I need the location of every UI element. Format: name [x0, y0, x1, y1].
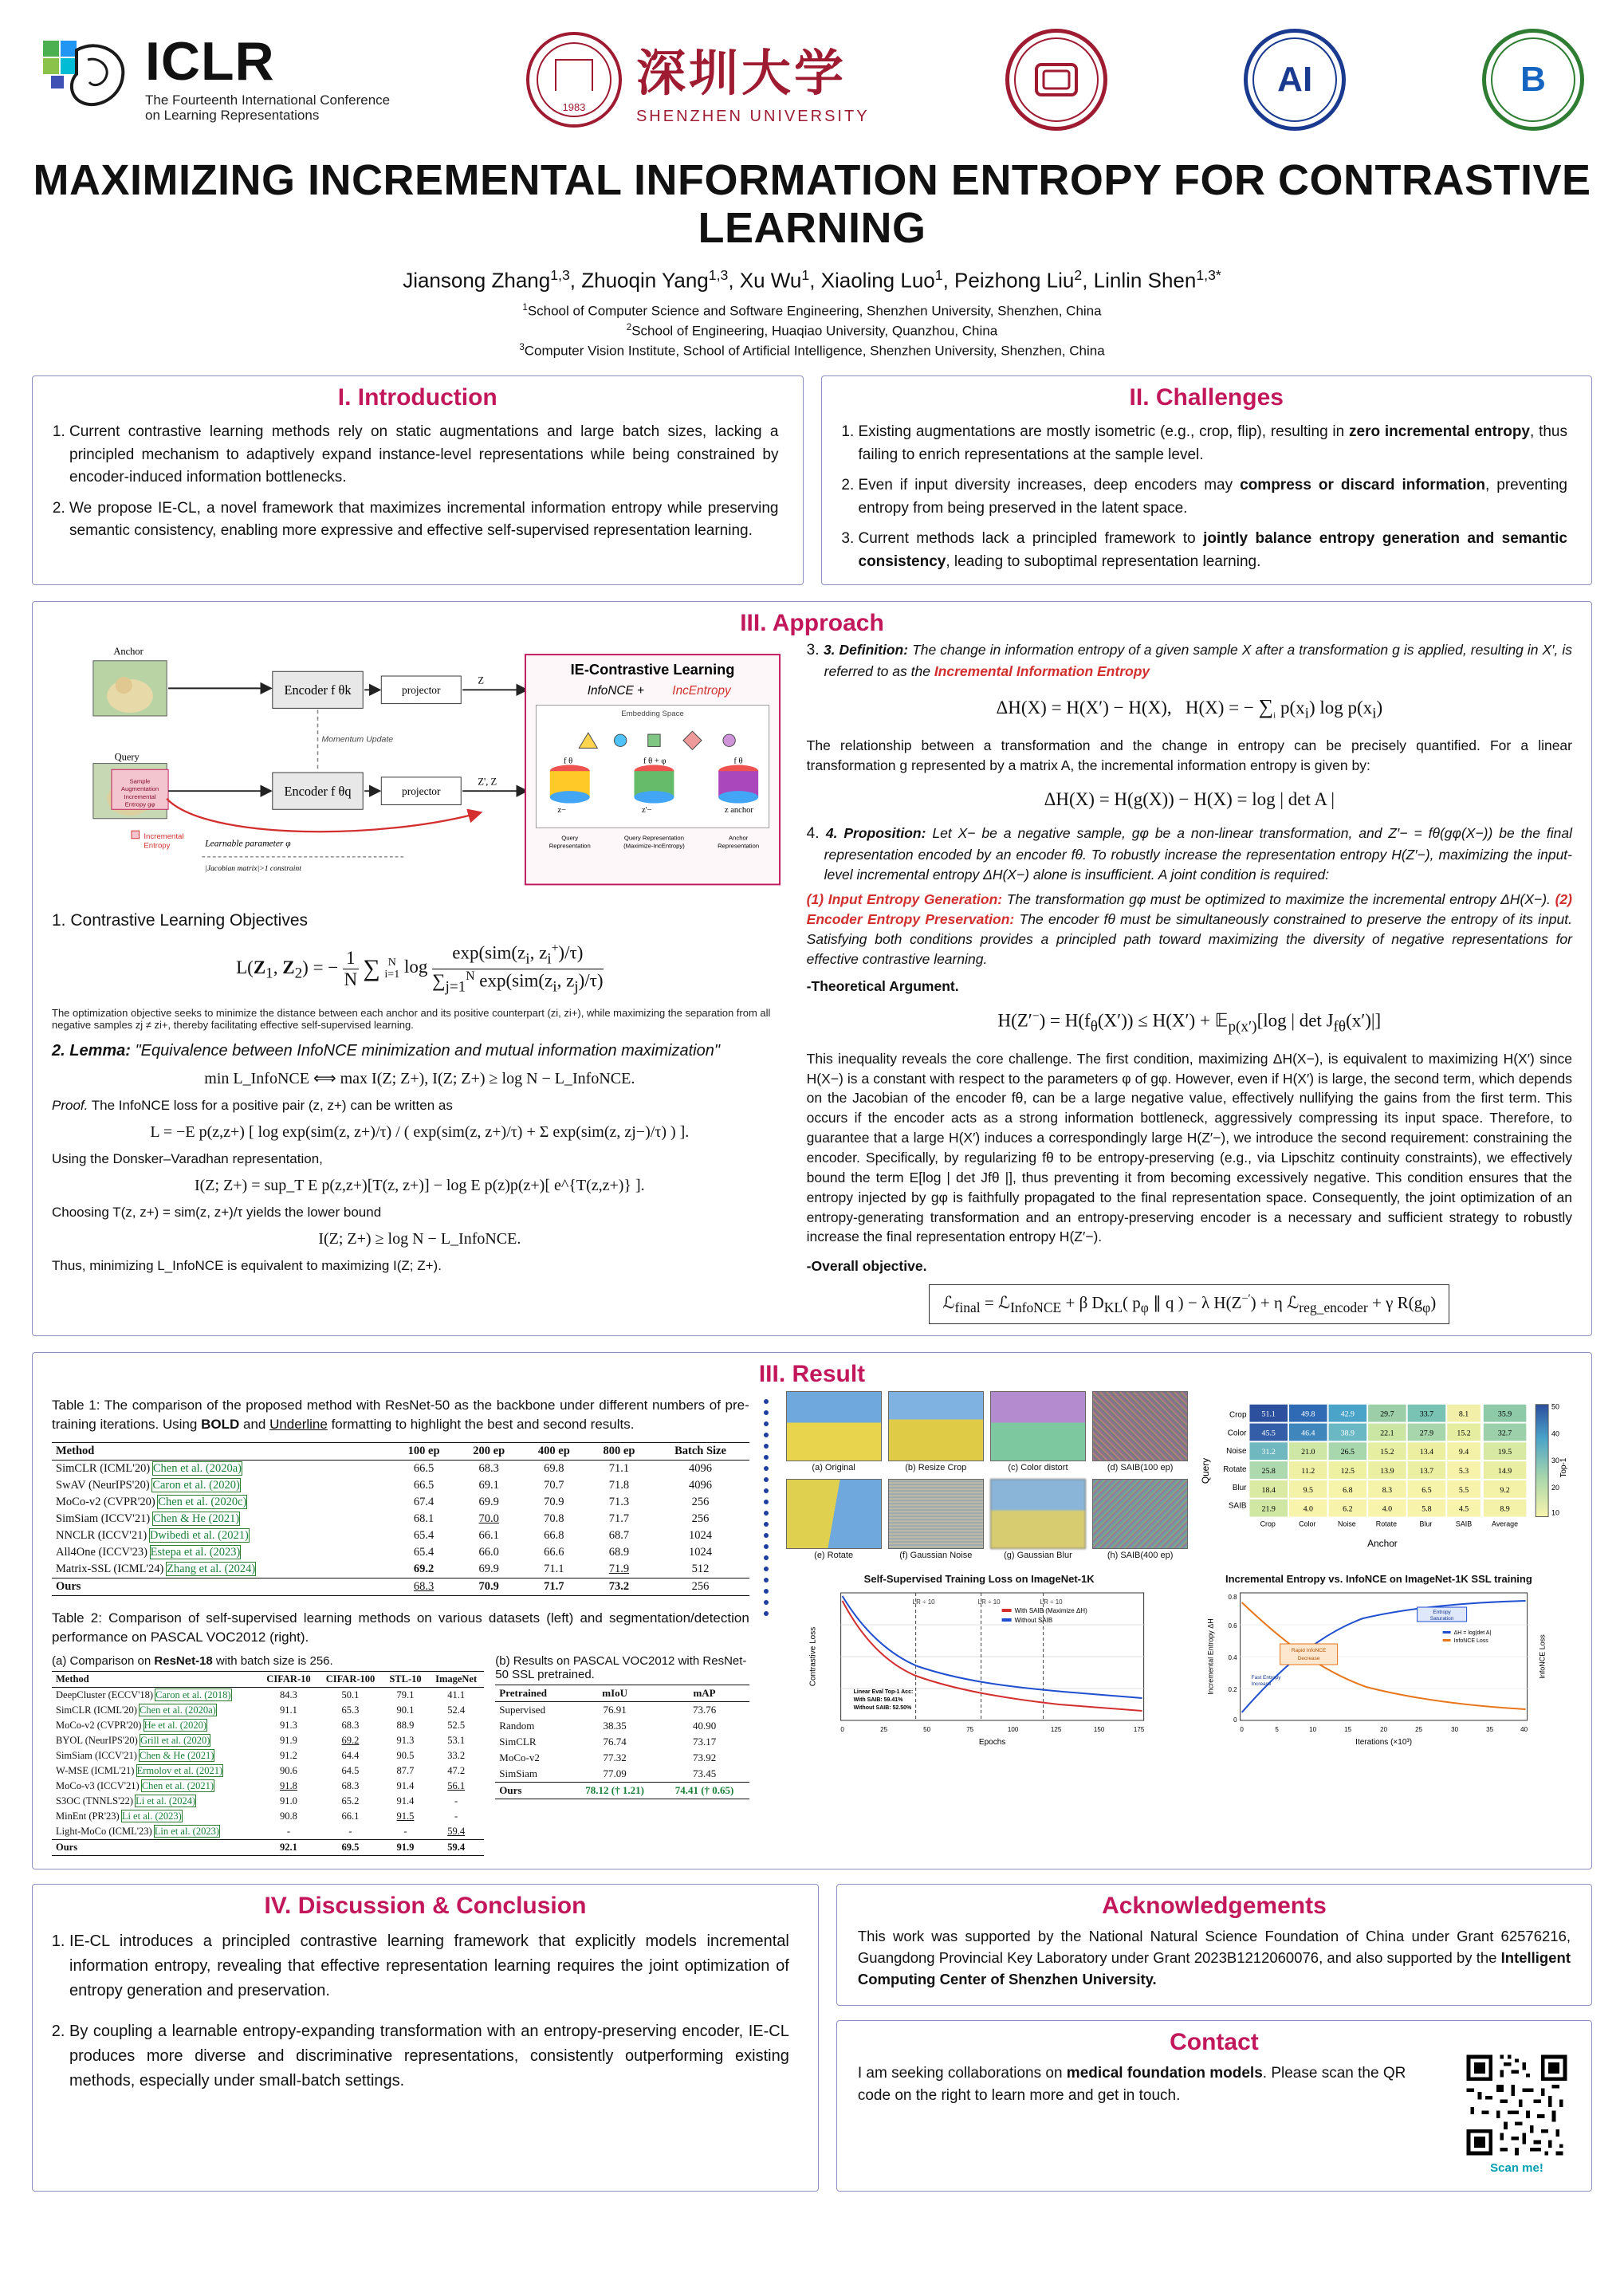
svg-text:29.7: 29.7 — [1380, 1409, 1394, 1419]
entropy-chart: Incremental Entropy vs. InfoNCE on ImageNet-1K SSL training Rapid InfoNCE Decrease Entropy Saturation Fast Entropy Increase 0 5 10 15 20 25 30 35 40 0 0.2 0.4 0.6 0.8 Iterations (×10³) Incremental Entropy ΔH InfoNCE Loss ΔH = log|det A| InfoNCE Loss — [1206, 1573, 1547, 1748]
svg-text:0.4: 0.4 — [1228, 1654, 1237, 1662]
table-row: Random 38.35 40.90 — [499, 1720, 717, 1732]
svg-text:f θ: f θ — [564, 757, 573, 767]
shenzhen-university-logo — [526, 32, 870, 128]
aug-image-cell: (h) SAIB(400 ep) — [1092, 1479, 1188, 1560]
svg-text:(Maximize-IncEntropy): (Maximize-IncEntropy) — [623, 842, 685, 850]
aug-image-cell: (f) Gaussian Noise — [888, 1479, 984, 1560]
contact-title: Contact — [1170, 2028, 1259, 2055]
introduction-item: 2. We propose IE-CL, a novel framework that maximizes incremental information entropy while preserving semantic consistency, enabling more expressive and effective self-supervised representation learning. — [69, 497, 779, 543]
svg-text:Crop: Crop — [1260, 1520, 1276, 1528]
table-row-ours: Ours 68.3 70.9 71.7 73.2 256 — [52, 1578, 749, 1595]
szu-seal-year: 1983 — [562, 101, 586, 113]
svg-text:42.9: 42.9 — [1340, 1409, 1355, 1419]
table-row: MoCo-v2 77.32 73.92 — [499, 1751, 717, 1764]
definition-block: 3. 3. Definition: The change in information entropy of a given sample X after a transformation g is applied, resulting in X′, is referred to as the Incremental Information Entropy — [806, 642, 1572, 680]
iclr-wordmark: ICLR — [145, 31, 275, 92]
svg-text:z−: z− — [557, 806, 566, 816]
svg-text:9.4: 9.4 — [1459, 1448, 1469, 1457]
table-row: SwAV (NeurIPS'20) Caron et al. (2020) 66.5 69.1 70.7 71.8 4096 — [56, 1478, 713, 1492]
svg-text:Query: Query — [561, 835, 579, 843]
svg-text:21.0: 21.0 — [1301, 1448, 1315, 1457]
heatmap-xlabel: Anchor — [1367, 1538, 1398, 1550]
approach-title: III. Approach — [740, 610, 884, 637]
table-row: S3OC (TNNLS'22) Li et al. (2024) 91.0 65.2 91.4 - — [56, 1795, 458, 1807]
result-panel — [32, 1352, 1592, 1869]
svg-text:8.3: 8.3 — [1382, 1485, 1393, 1495]
table-row: MoCo-v2 (CVPR'20) Chen et al. (2020c) 67.4 69.9 70.9 71.3 256 — [56, 1495, 710, 1508]
table-row: SimCLR (ICML'20) Chen et al. (2020a) 66.5 68.3 69.8 71.1 4096 — [56, 1461, 713, 1475]
svg-text:13.7: 13.7 — [1419, 1467, 1434, 1476]
svg-text:LR ÷ 10: LR ÷ 10 — [912, 1598, 935, 1606]
svg-text:4.0: 4.0 — [1303, 1504, 1314, 1514]
aug-image-cell: (a) Original — [786, 1391, 882, 1472]
svg-text:Entropy: Entropy — [144, 841, 171, 851]
svg-text:0.2: 0.2 — [1228, 1686, 1237, 1694]
svg-text:45.5: 45.5 — [1261, 1429, 1276, 1438]
table-row-ours: Ours 78.12 († 1.21) 74.41 († 0.65) — [495, 1783, 749, 1799]
result-title: III. Result — [758, 1361, 866, 1388]
svg-text:Blur: Blur — [1233, 1483, 1247, 1492]
szu-seal-icon — [526, 32, 622, 128]
svg-text:20: 20 — [1379, 1726, 1387, 1734]
svg-text:Incremental: Incremental — [124, 793, 156, 801]
proof-line: Proof. The InfoNCE loss for a positive pair (z, z+) can be written as — [52, 1097, 453, 1113]
acknowledgements-title: Acknowledgements — [1102, 1893, 1327, 1920]
szu-chinese-name: 深圳大学 — [635, 44, 847, 102]
svg-text:With SAIB (Maximize ΔH): With SAIB (Maximize ΔH) — [1014, 1607, 1087, 1615]
theoretical-argument-label: -Theoretical Argument. — [806, 978, 959, 995]
logo-bar — [32, 0, 1592, 151]
szu-english-name: SHENZHEN UNIVERSITY — [635, 108, 870, 125]
svg-text:150: 150 — [1093, 1726, 1104, 1734]
svg-text:25: 25 — [879, 1726, 887, 1734]
qr-code-image[interactable] — [1463, 2051, 1571, 2159]
svg-text:Encoder f θq: Encoder f θq — [284, 784, 352, 800]
table1-header: 200 ep — [456, 1442, 521, 1460]
iclr-subtitle-line2: on Learning Representations — [145, 108, 320, 124]
svg-text:8.9: 8.9 — [1500, 1504, 1510, 1514]
aug-image-cell: (e) Rotate — [786, 1479, 882, 1560]
table-row: MoCo-v2 (CVPR'20) He et al. (2020) 91.3 68.3 88.9 52.5 — [56, 1720, 466, 1732]
svg-text:21.9: 21.9 — [1261, 1504, 1276, 1514]
table2-caption: Table 2: Comparison of self-supervised learning methods on various datasets (left) and segmentation/detection performance on PASCAL VOC2012 (right). — [52, 1610, 749, 1645]
svg-text:Decrease: Decrease — [1297, 1656, 1320, 1662]
qr-code[interactable] — [1463, 2051, 1571, 2175]
svg-text:9.5: 9.5 — [1303, 1485, 1314, 1495]
svg-text:Embedding Space: Embedding Space — [621, 710, 684, 719]
equation-final-wrap — [807, 1284, 1572, 1324]
table-row: W-MSE (ICML'21) Ermolov et al. (2021) 90.6 64.5 87.7 47.2 — [56, 1765, 466, 1777]
svg-text:14.9: 14.9 — [1498, 1467, 1512, 1476]
svg-text:Z: Z — [478, 675, 485, 687]
table-row: Supervised 76.91 73.76 — [499, 1704, 717, 1716]
entropy-chart-xlabel: Iterations (×10³) — [1355, 1738, 1412, 1748]
svg-text:5.8: 5.8 — [1421, 1504, 1432, 1514]
proposition-conditions: (1) Input Entropy Generation: The transformation gφ must be optimized to maximize the incremental entropy ΔH(X−). (2) Encoder Entropy Preservation: The encoder fθ must be simultaneously constrained to preserve the entropy of its input. Satisfying both conditions provides a principled path toward maximizing the diversity of negative representations for effective contrastive learning. — [806, 891, 1572, 967]
introduction-title: I. Introduction — [337, 384, 497, 411]
training-loss-chart: Self-Supervised Training Loss on ImageNet-1K LR ÷ 10 LR ÷ 10 LR ÷ 10 0 25 50 75 100 125 150 175 Epochs Contrastive Loss With SAIB (Maximize ΔH) Without SAIB Linear Eval Top-1 Acc: With SAIB: 59.41% Without SAIB: 52.50% — [808, 1573, 1144, 1748]
svg-text:Learnable parameter φ: Learnable parameter φ — [205, 839, 291, 849]
author-list: Jiansong Zhang$^{1,3}$, Zhuoqin Yang$^{1,3}$, Xu Wu$^1$, Xiaoling Luo$^1$, Peizhong Liu$^2$, Linlin Shen$^{1,3*}$ — [403, 266, 1221, 293]
heatmap-figure — [1201, 1391, 1572, 1560]
equation-dv: I(Z; Z+) = sup_T E p(z,z+)[T(z, z+)] − log E p(z)p(z+)[ e^{T(z,z+)} ]. — [194, 1177, 645, 1195]
svg-text:25.8: 25.8 — [1261, 1467, 1276, 1476]
svg-text:38.9: 38.9 — [1340, 1429, 1355, 1438]
svg-text:0.6: 0.6 — [1228, 1622, 1237, 1630]
svg-text:5.3: 5.3 — [1459, 1467, 1469, 1476]
aug-image-cell: (g) Gaussian Blur — [990, 1479, 1086, 1560]
challenge-item: 1. Existing augmentations are mostly isometric (e.g., crop, flip), resulting in zero incremental entropy, thus failing to enrich representations at the sample level. — [859, 421, 1568, 466]
svg-text:35: 35 — [1485, 1726, 1493, 1734]
equation-infonce: $L(Z_1$, $Z_2$) = − $\frac{1}{N}$ ∑ N i=1 log $\exp(sim(z_i$, $z_i^+)/\tau$) $\sum_{j=1}^N$ $\exp(sim(z_i$, $z_j)/\tau$) — [236, 942, 604, 995]
svg-text:IncEntropy: IncEntropy — [672, 684, 731, 698]
svg-text:SAIB: SAIB — [1456, 1520, 1473, 1528]
svg-text:49.8: 49.8 — [1301, 1409, 1315, 1419]
approach-lemma-heading: 2. Lemma: "Equivalence between InfoNCE minimization and mutual information maximization" — [52, 1041, 720, 1060]
svg-text:Representation: Representation — [718, 842, 760, 850]
choosing-line: Choosing T(z, z+) = sim(z, z+)/τ yields the lower bound — [52, 1205, 382, 1221]
approach-section1-note: The optimization objective seeks to minimize the distance between each anchor and its positive counterpart (zi, zi+), while maximizing the separation from all negative samples zj ≠ zi+, thereby facilitating effective self-supervised learning. — [52, 1006, 771, 1031]
divider-dots — [764, 1391, 772, 1856]
svg-text:Saturation: Saturation — [1429, 1616, 1454, 1622]
table2b-header: Pretrained — [495, 1685, 570, 1702]
svg-text:33.7: 33.7 — [1419, 1409, 1434, 1419]
challenge-item: 3. Current methods lack a principled framework to jointly balance entropy generation and semantic consistency, leading to suboptimal representation learning. — [859, 528, 1568, 573]
svg-text:Crop: Crop — [1229, 1410, 1247, 1420]
svg-text:projector: projector — [402, 785, 441, 798]
augmentation-grid — [786, 1391, 1189, 1560]
approach-section1-title: 1. Contrastive Learning Objectives — [52, 911, 308, 930]
svg-text:46.4: 46.4 — [1301, 1429, 1315, 1438]
svg-text:Rotate: Rotate — [1223, 1465, 1247, 1475]
svg-text:Color: Color — [1299, 1520, 1316, 1528]
svg-text:Noise: Noise — [1338, 1520, 1356, 1528]
svg-text:6.2: 6.2 — [1343, 1504, 1353, 1514]
svg-text:Blur: Blur — [1419, 1520, 1433, 1528]
table1-header: Batch Size — [651, 1442, 749, 1460]
approach-right-column — [807, 640, 1572, 1324]
svg-text:Linear Eval Top-1 Acc:: Linear Eval Top-1 Acc: — [853, 1689, 913, 1696]
svg-text:6.8: 6.8 — [1343, 1485, 1353, 1495]
svg-text:z anchor: z anchor — [724, 806, 753, 816]
svg-text:13.4: 13.4 — [1419, 1448, 1434, 1457]
loss-chart-ylabel: Contrastive Loss — [808, 1626, 818, 1687]
table-row-ours: Ours 92.1 69.5 91.9 59.4 — [52, 1840, 484, 1856]
svg-text:Rapid InfoNCE: Rapid InfoNCE — [1291, 1648, 1327, 1654]
equation-linear: ΔH(X) = H(g(X)) − H(X) = log | det A | — [1044, 788, 1335, 809]
approach-left-column — [52, 640, 788, 1324]
svg-text:0.8: 0.8 — [1228, 1594, 1237, 1602]
svg-text:20: 20 — [1551, 1483, 1560, 1492]
svg-text:ΔH = log|det A|: ΔH = log|det A| — [1453, 1630, 1492, 1637]
table1-header: Method — [52, 1442, 391, 1460]
donsker-line: Using the Donsker–Varadhan representation, — [52, 1151, 323, 1167]
svg-text:Augmentation: Augmentation — [120, 785, 159, 793]
svg-text:Without SAIB: Without SAIB — [1014, 1617, 1052, 1625]
svg-text:26.5: 26.5 — [1340, 1448, 1355, 1457]
equation-lower-bound: I(Z; Z+) ≥ log N − L_InfoNCE. — [318, 1230, 521, 1248]
result-right-column — [786, 1391, 1572, 1856]
iclr-subtitle-line1: The Fourteenth International Conference — [145, 92, 391, 108]
svg-text:|Jacobian matrix|>1 constraint: |Jacobian matrix|>1 constraint — [205, 864, 301, 874]
table-row: All4One (ICCV'23) Estepa et al. (2023) 65.4 66.0 66.6 68.9 1024 — [56, 1545, 713, 1559]
table1 — [52, 1442, 749, 1596]
proposition-block: 4. 4. Proposition: Let X− be a negative sample, gφ be a non-linear transformation, and Z′− = fθ(gφ(X−)) be the final representation encoded by an encoder fθ. To robustly increase the representation entropy H(Z′−), maximizing the input-level incremental entropy ΔH(X−) alone is insufficient. A joint condition is required: — [806, 825, 1572, 883]
svg-text:Fast Entropy: Fast Entropy — [1251, 1675, 1281, 1681]
svg-text:With SAIB: 59.41%: With SAIB: 59.41% — [853, 1697, 902, 1704]
svg-text:Average: Average — [1492, 1520, 1519, 1528]
table2a-header: STL-10 — [383, 1672, 428, 1688]
lab-logo-blue — [1244, 29, 1346, 131]
svg-text:125: 125 — [1050, 1726, 1061, 1734]
svg-text:31.2: 31.2 — [1261, 1448, 1276, 1457]
svg-text:SAIB: SAIB — [1229, 1501, 1247, 1511]
svg-text:LR ÷ 10: LR ÷ 10 — [1040, 1598, 1063, 1606]
svg-text:30: 30 — [1450, 1726, 1458, 1734]
svg-text:Rotate: Rotate — [1375, 1520, 1398, 1528]
contact-text: I am seeking collaborations on medical foundation models. Please scan the QR code on the right to learn more and get in touch. — [857, 2064, 1406, 2105]
svg-text:IE-Contrastive Learning: IE-Contrastive Learning — [570, 661, 735, 678]
contact-panel — [836, 2020, 1592, 2192]
svg-text:LR ÷ 10: LR ÷ 10 — [977, 1598, 1001, 1606]
svg-text:50: 50 — [1551, 1402, 1560, 1411]
challenge-item: 2. Even if input diversity increases, deep encoders may compress or discard information, preventing entropy from being preserved in the latent space. — [859, 474, 1568, 520]
table2a-caption: (a) Comparison on ResNet-18 with batch size is 256. — [52, 1654, 333, 1669]
svg-text:30: 30 — [1551, 1457, 1560, 1465]
svg-text:8.1: 8.1 — [1459, 1409, 1469, 1419]
svg-text:Color: Color — [1227, 1429, 1247, 1438]
introduction-item: 1. Current contrastive learning methods rely on static augmentations and large batch sizes, lacking a principled mechanism to adaptively expand instance-level representations while being constrained by encoder-induced information bottlenecks. — [69, 421, 779, 489]
table2b-caption: (b) Results on PASCAL VOC2012 with ResNet-50 SSL pretrained. — [495, 1654, 747, 1682]
svg-text:z'−: z'− — [642, 806, 652, 816]
relationship-text: The relationship between a transformation and the change in entropy can be precisely quantified. For a linear transformation g represented by a matrix A, the incremental information entropy is given by: — [806, 737, 1572, 773]
discussion-panel — [32, 1884, 819, 2191]
approach-panel — [32, 601, 1592, 1336]
lab-logo-red — [1005, 29, 1107, 131]
entropy-chart-ylabel: Incremental Entropy ΔH — [1206, 1618, 1215, 1695]
discussion-title: IV. Discussion & Conclusion — [264, 1893, 587, 1920]
svg-text:f θ: f θ — [733, 757, 743, 767]
table-row: Matrix-SSL (ICML'24) Zhang et al. (2024) 69.2 69.9 71.1 71.9 512 — [52, 1561, 749, 1578]
table-row: SimCLR (ICML'20) Chen et al. (2020a) 91.1 65.3 90.1 52.4 — [56, 1704, 466, 1716]
table2a-header: Method — [52, 1672, 259, 1688]
table-row: BYOL (NeurIPS'20) Grill et al. (2020) 91.9 69.2 91.3 53.1 — [56, 1735, 466, 1747]
equation-definition: ΔH(X) = H(X′) − H(X), H(X) = − $\sum_i$ $p(x_i)$ $\log p(x_i)$ — [996, 695, 1383, 722]
poster-title: MAXIMIZING INCREMENTAL INFORMATION ENTROPY FOR CONTRASTIVE LEARNING — [33, 156, 1591, 253]
equation-theoretical: $H(Z'^-) = H(f_\theta(X')) \le H(X')$ + 𝔼$_{p(x')}$[log | $\det J_{f\theta}(x')|$] — [997, 1009, 1382, 1036]
table-row: SimSiam 77.09 73.45 — [495, 1766, 749, 1783]
table-row: MoCo-v3 (ICCV'21) Chen et al. (2021) 91.8 68.3 91.4 56.1 — [56, 1780, 466, 1792]
equation-lemma: min L_InfoNCE ⟺ max I(Z; Z+), I(Z; Z+) ≥ log N − L_InfoNCE. — [204, 1069, 635, 1087]
svg-text:Query: Query — [114, 752, 140, 764]
svg-text:27.9: 27.9 — [1419, 1429, 1434, 1438]
discussion-item: 1. IE-CL introduces a principled contrastive learning framework that explicitly models incremental information entropy, revealing that effective representation learning requires the joint optimization of entropy generation and preservation. — [69, 1929, 789, 2003]
challenges-panel — [821, 375, 1593, 585]
iclr-brain-icon — [40, 33, 134, 127]
table1-header: 400 ep — [521, 1442, 587, 1460]
iclr-logo — [40, 33, 390, 127]
svg-text:InfoNCE Loss: InfoNCE Loss — [1453, 1638, 1488, 1645]
table-row: MinEnt (PR'23) Li et al. (2023) 90.8 66.1 91.5 - — [56, 1810, 458, 1822]
svg-text:Sample: Sample — [129, 778, 151, 786]
svg-text:Entropy gφ: Entropy gφ — [124, 800, 155, 808]
introduction-panel — [32, 375, 804, 585]
table2b-header: mAP — [659, 1685, 749, 1702]
svg-text:0: 0 — [1233, 1716, 1237, 1724]
thus-line: Thus, minimizing L_InfoNCE is equivalent to maximizing I(Z; Z+). — [52, 1258, 442, 1274]
svg-text:Anchor: Anchor — [729, 835, 749, 843]
svg-text:25: 25 — [1414, 1726, 1422, 1734]
svg-text:Momentum Update: Momentum Update — [321, 735, 394, 745]
table2a — [52, 1671, 484, 1856]
svg-text:10: 10 — [1308, 1726, 1316, 1734]
svg-text:100: 100 — [1007, 1726, 1018, 1734]
result-left-column — [52, 1391, 749, 1856]
table2b — [495, 1685, 749, 1799]
entropy-chart-ylabel-right: InfoNCE Loss — [1538, 1634, 1547, 1679]
table2a-header: CIFAR-10 — [259, 1672, 318, 1688]
svg-text:19.5: 19.5 — [1498, 1448, 1512, 1457]
table-row: DeepCluster (ECCV'18) Caron et al. (2018) 84.3 50.1 79.1 41.1 — [56, 1689, 466, 1701]
svg-text:15.2: 15.2 — [1457, 1429, 1471, 1438]
svg-text:40: 40 — [1551, 1429, 1560, 1438]
svg-text:Without SAIB: 52.50%: Without SAIB: 52.50% — [853, 1705, 911, 1712]
table-row: SimCLR 76.74 73.17 — [499, 1736, 717, 1748]
table1-header: 800 ep — [587, 1442, 652, 1460]
svg-text:15: 15 — [1343, 1726, 1351, 1734]
equation-final: ℒ$_{final}$ = ℒ$_{InfoNCE}$ + β $D_{KL}$( $p_\varphi$ ∥ q ) − λ H(Z−′) + η ℒ$_{reg\_encoder}$ + γ $R(g_\varphi)$ — [929, 1284, 1449, 1324]
svg-text:51.1: 51.1 — [1261, 1409, 1276, 1419]
svg-text:0: 0 — [840, 1726, 844, 1734]
svg-text:Top-1: Top-1 — [1559, 1457, 1569, 1478]
acknowledgements-panel — [836, 1884, 1592, 2005]
lab-logo-green-glyph: B — [1520, 60, 1546, 99]
svg-text:InfoNCE +: InfoNCE + — [587, 684, 645, 698]
svg-text:32.7: 32.7 — [1498, 1429, 1512, 1438]
discussion-item: 2. By coupling a learnable entropy-expanding transformation with an entropy-preserving encoder, IE-CL produces more diverse and discriminative representations, consistently outperforming existing methods, especially under small-batch settings. — [69, 2019, 789, 2094]
loss-chart-xlabel: Epochs — [978, 1738, 1005, 1748]
framework-figure — [52, 643, 788, 906]
table2b-header: mIoU — [570, 1685, 659, 1702]
svg-text:Entropy: Entropy — [1433, 1610, 1451, 1616]
svg-text:projector: projector — [402, 684, 441, 697]
heatmap-ylabel: Query — [1201, 1457, 1212, 1484]
svg-text:5.5: 5.5 — [1459, 1485, 1469, 1495]
table1-header: 100 ep — [391, 1442, 457, 1460]
table-row: SimSiam (ICCV'21) Chen & He (2021) 91.2 64.4 90.5 33.2 — [56, 1750, 466, 1762]
svg-text:50: 50 — [922, 1726, 930, 1734]
svg-text:5: 5 — [1275, 1726, 1279, 1734]
table2a-header: CIFAR-100 — [318, 1672, 383, 1688]
aug-image-cell: (d) SAIB(100 ep) — [1092, 1391, 1188, 1472]
svg-text:75: 75 — [965, 1726, 973, 1734]
affiliation-3: $^3$Computer Vision Institute, School of Artificial Intelligence, Shenzhen University, Shenzhen, China — [519, 343, 1105, 359]
affiliation-1: $^1$School of Computer Science and Software Engineering, Shenzhen University, Shenzhen, China — [522, 302, 1102, 319]
aug-image-cell: (c) Color distort — [990, 1391, 1086, 1472]
svg-text:f θ + φ: f θ + φ — [643, 757, 667, 767]
aug-image-cell: (b) Resize Crop — [888, 1391, 984, 1472]
lab-logo-green — [1482, 29, 1584, 131]
svg-text:18.4: 18.4 — [1261, 1485, 1276, 1495]
svg-text:10: 10 — [1551, 1508, 1560, 1517]
svg-text:13.9: 13.9 — [1380, 1467, 1394, 1476]
svg-text:Query Representation: Query Representation — [623, 835, 684, 843]
svg-text:11.2: 11.2 — [1301, 1467, 1315, 1476]
table1-caption: Table 1: The comparison of the proposed method with ResNet-50 as the backbone under different numbers of pre-training iterations. Using BOLD and Underline formatting to highlight the best and second results. — [52, 1398, 749, 1432]
anchor-label: Anchor — [113, 646, 144, 658]
svg-text:12.5: 12.5 — [1340, 1467, 1355, 1476]
table-row: Light-MoCo (ICML'23) Lin et al. (2023) - - - 59.4 — [52, 1824, 484, 1840]
challenges-title: II. Challenges — [1129, 384, 1284, 411]
table-row: SimSiam (ICCV'21) Chen & He (2021) 68.1 70.0 70.8 71.7 256 — [56, 1512, 710, 1525]
svg-text:0: 0 — [1240, 1726, 1244, 1734]
theoretical-text: This inequality reveals the core challenge. The first condition, maximizing ΔH(X−), is equivalent to maximizing H(X′) since H(X−) is a constant with respect to the parameters φ of gφ. However, even if H(X′) is large, the second term, which depends on the Jacobian of the encoder fθ, can be a large negative value, effectively nullifying the gains from the first term. This occurs if the encoder acts as a strong information bottleneck, aggressively compressing its input space. Therefore, to guarantee that a large H(X′) induces a correspondingly large H(Z′−), we introduce the second requirement: constraining the encoder. Specifically, by regularizing fθ to be entropy-preserving (e.g., via Lipschitz continuity constraints), we effectively bound the term E[log | det Jfθ |], thus preventing it from becoming excessively negative. This condition ensures that the entropy injected by gφ is faithfully propagated to the final representation space. Consequently, the joint optimization of an entropy-generating transformation and an entropy-preserving encoder is a necessary and sufficient strategy to robustly increase the final representation entropy H(Z′−). — [806, 1050, 1572, 1245]
svg-text:15.2: 15.2 — [1380, 1448, 1394, 1457]
qr-caption: Scan me! — [1490, 2160, 1543, 2175]
svg-text:40: 40 — [1520, 1726, 1528, 1734]
svg-text:175: 175 — [1133, 1726, 1144, 1734]
acknowledgements-text: This work was supported by the National Natural Science Foundation of China under Grant 62576216, Guangdong Provincial Key Laboratory under Grant 2023B1212060076, and also supported by the Intelligent Computing Center of Shenzhen University. — [857, 1928, 1571, 1987]
svg-text:35.9: 35.9 — [1498, 1409, 1512, 1419]
svg-text:Noise: Noise — [1226, 1447, 1247, 1457]
svg-text:Encoder f θk: Encoder f θk — [284, 682, 352, 698]
affiliations — [32, 301, 1592, 362]
svg-text:Increase: Increase — [1251, 1681, 1272, 1688]
svg-text:4.5: 4.5 — [1459, 1504, 1469, 1514]
svg-text:9.2: 9.2 — [1500, 1485, 1510, 1495]
overall-objective-label: -Overall objective. — [806, 1258, 927, 1275]
table-row: NNCLR (ICCV'21) Dwibedi et al. (2021) 65.4 66.1 66.8 68.7 1024 — [56, 1528, 713, 1542]
svg-text:6.5: 6.5 — [1421, 1485, 1432, 1495]
table2a-header: ImageNet — [428, 1672, 484, 1688]
svg-text:Incremental: Incremental — [144, 832, 184, 842]
svg-text:22.1: 22.1 — [1380, 1429, 1394, 1438]
svg-text:Representation: Representation — [549, 842, 591, 850]
lab-logo-blue-glyph: AI — [1277, 60, 1313, 99]
svg-text:4.0: 4.0 — [1382, 1504, 1393, 1514]
equation-proof: L = −E p(z,z+) [ log exp(sim(z, z+)/τ) / ( exp(sim(z, z+)/τ) + Σ exp(sim(z, zj−)/τ) ) ]. — [150, 1123, 690, 1142]
affiliation-2: $^2$School of Engineering, Huaqiao University, Quanzhou, China — [626, 322, 998, 339]
svg-text:Z', Z: Z', Z — [478, 776, 497, 788]
